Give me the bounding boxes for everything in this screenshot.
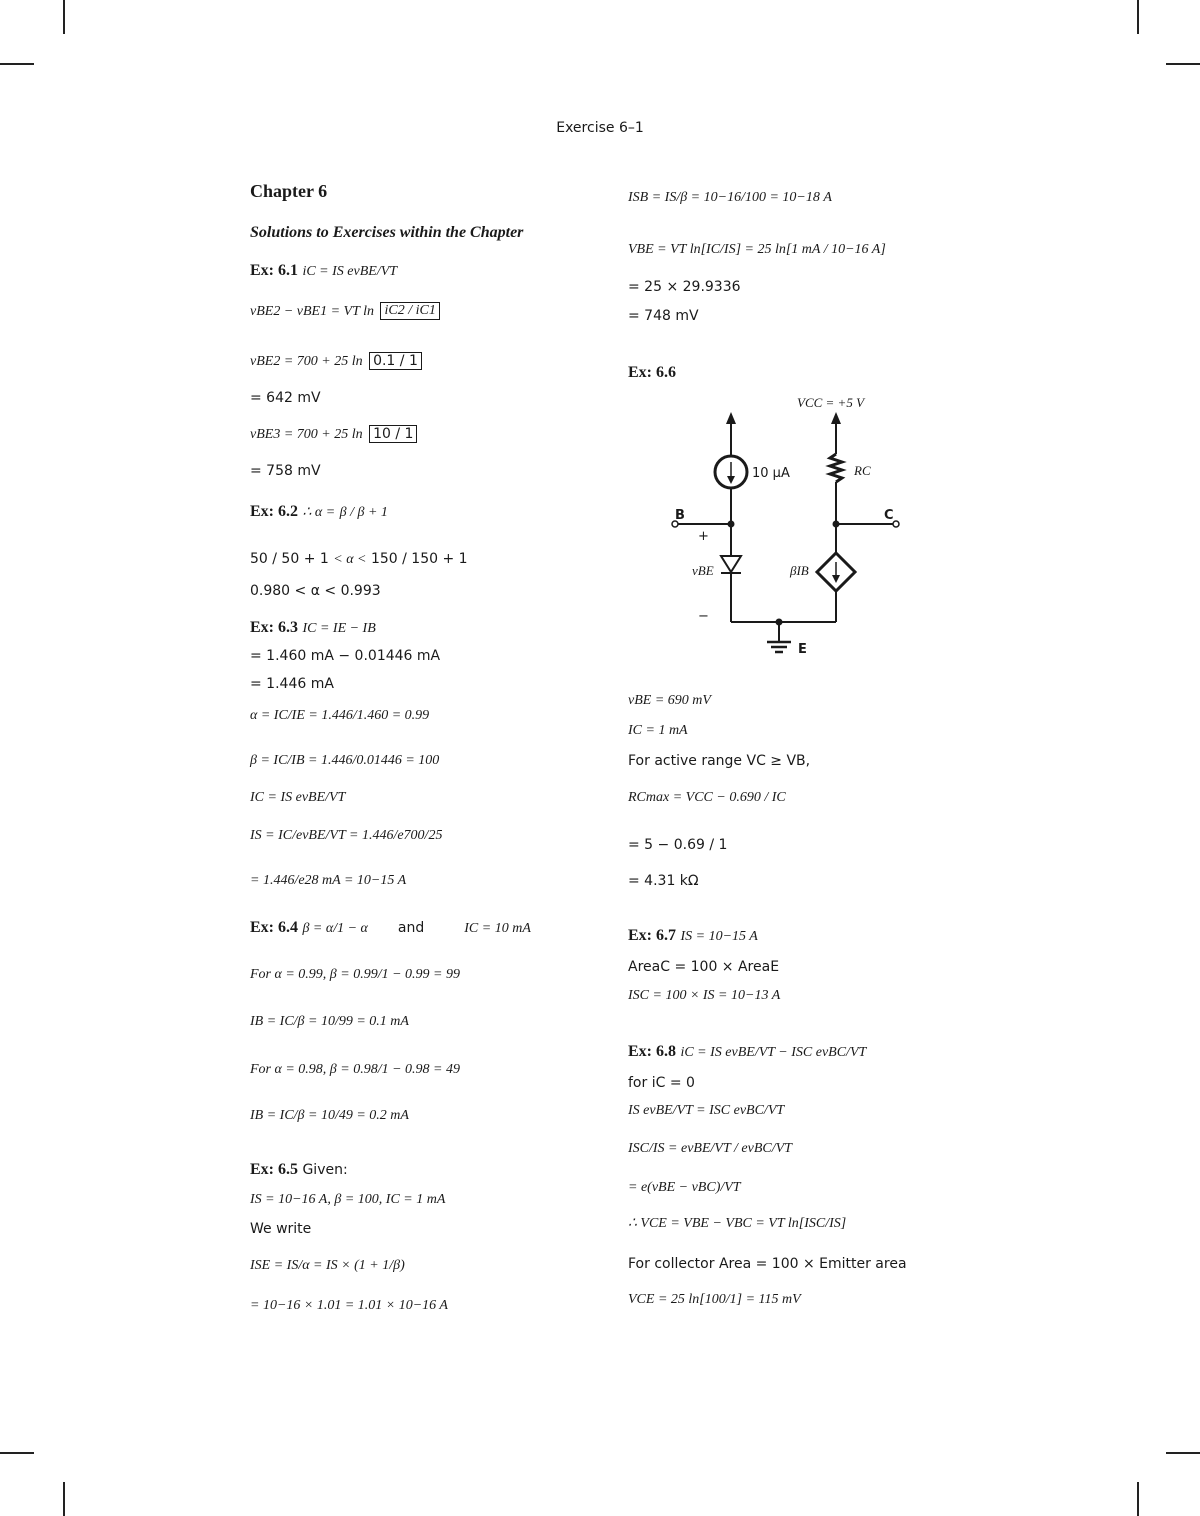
ex64-line: For α = 0.99, β = 0.99/1 − 0.99 = 99 (250, 967, 460, 982)
ex68-line: ISC/IS = evBE/VT / evBC/VT (628, 1141, 792, 1156)
ex65-cont-line: ISB = IS/β = 10−16/100 = 10−18 A (628, 190, 832, 205)
ex64-line: For α = 0.98, β = 0.98/1 − 0.98 = 49 (250, 1062, 460, 1077)
ex61-line: = 642 mV (250, 390, 321, 406)
ex65-cont-line: = 25 × 29.9336 (628, 279, 741, 295)
ex68-line: ∴ VCE = VBE − VBC = VT ln[ISC/IS] (628, 1216, 847, 1231)
crop-mark (1137, 1482, 1139, 1516)
e-label: E (798, 642, 807, 657)
b-label: B (675, 508, 685, 523)
ex63-line: = 1.460 mA − 0.01446 mA (250, 648, 441, 664)
ex61-line: = 758 mV (250, 463, 321, 479)
ex66-line: RCmax = VCC − 0.690 / IC (628, 790, 786, 805)
crop-mark (63, 1482, 65, 1516)
ex64-line: IB = IC/β = 10/49 = 0.2 mA (250, 1108, 409, 1123)
crop-mark (0, 63, 34, 65)
arrow-up-icon (831, 412, 841, 424)
c-label: C (884, 508, 894, 523)
ex68-line: = e(vBE − vBC)/VT (628, 1180, 741, 1195)
ex67-line: AreaC = 100 × AreaE (628, 959, 780, 975)
minus-label: − (698, 609, 709, 624)
ex62-heading: Ex: 6.2 ∴ α = β / β + 1 (250, 503, 388, 520)
ex68-line: For collector Area = 100 × Emitter area (628, 1256, 907, 1272)
ex62-line: 0.980 < α < 0.993 (250, 583, 381, 599)
crop-mark (1137, 0, 1139, 34)
ex64-heading: Ex: 6.4 β = α/1 − α and IC = 10 mA (250, 919, 531, 936)
ex63-line: α = IC/IE = 1.446/1.460 = 0.99 (250, 708, 430, 723)
ex63-line: IS = IC/evBE/VT = 1.446/e700/25 (250, 828, 443, 843)
terminal-c (893, 521, 899, 527)
ex61-heading: Ex: 6.1 iC = IS evBE/VT (250, 262, 398, 279)
ex66-line: = 4.31 kΩ (628, 873, 699, 889)
ex66-line: For active range VC ≥ VB, (628, 753, 811, 769)
ex68-line: IS evBE/VT = ISC evBC/VT (628, 1103, 785, 1118)
ex63-heading: Ex: 6.3 IC = IE − IB (250, 619, 376, 636)
ex68-heading: Ex: 6.8 iC = IS evBE/VT − ISC evBC/VT (628, 1043, 867, 1060)
ex65-heading: Ex: 6.5 Given: (250, 1161, 348, 1178)
crop-mark (1166, 1452, 1200, 1454)
current-source-label: 10 μA (752, 466, 790, 481)
vbe-label: vBE (692, 563, 714, 578)
vcc-label: VCC = +5 V (797, 395, 865, 410)
ex64-line: IB = IC/β = 10/99 = 0.1 mA (250, 1014, 409, 1029)
ex66-line: IC = 1 mA (628, 723, 688, 738)
ex65-cont-line: VBE = VT ln[IC/IS] = 25 ln[1 mA / 10−16 A] (628, 242, 886, 257)
ex61-line: vBE2 − vBE1 = VT ln iC2 / iC1 (250, 302, 442, 320)
ex65-cont-line: = 748 mV (628, 308, 699, 324)
diode-icon (721, 556, 741, 572)
chapter-title: Chapter 6 (250, 181, 328, 201)
crop-mark (63, 0, 65, 34)
ex65-line: = 10−16 × 1.01 = 1.01 × 10−16 A (250, 1298, 448, 1313)
ex68-line: VCE = 25 ln[100/1] = 115 mV (628, 1292, 801, 1307)
ex67-line: ISC = 100 × IS = 10−13 A (628, 988, 781, 1003)
rc-label: RC (854, 463, 871, 478)
ex65-line: We write (250, 1221, 312, 1237)
plus-label: + (698, 529, 709, 544)
ex63-line: IC = IS evBE/VT (250, 790, 346, 805)
crop-mark (0, 1452, 34, 1454)
ex63-line: = 1.446 mA (250, 676, 334, 692)
page-header: Exercise 6–1 (556, 120, 644, 136)
ex63-line: = 1.446/e28 mA = 10−15 A (250, 873, 407, 888)
ex65-line: IS = 10−16 A, β = 100, IC = 1 mA (250, 1192, 446, 1207)
ex66-heading: Ex: 6.6 (628, 364, 676, 381)
beta-ib-label: βIB (790, 563, 809, 578)
ex65-line: ISE = IS/α = IS × (1 + 1/β) (250, 1258, 405, 1273)
resistor-icon (830, 454, 842, 482)
section-subtitle: Solutions to Exercises within the Chapter (250, 224, 524, 241)
ex61-line: vBE3 = 700 + 25 ln 10 / 1 (250, 425, 419, 443)
arrow-up-icon (726, 412, 736, 424)
ex62-line: 50 / 50 + 1 < α < 150 / 150 + 1 (250, 551, 468, 567)
ex66-line: = 5 − 0.69 / 1 (628, 837, 728, 853)
crop-mark (1166, 63, 1200, 65)
ex63-line: β = IC/IB = 1.446/0.01446 = 100 (250, 753, 440, 768)
ex61-line: vBE2 = 700 + 25 ln 0.1 / 1 (250, 352, 424, 370)
ex68-line: for iC = 0 (628, 1075, 695, 1091)
ex66-line: vBE = 690 mV (628, 693, 711, 708)
ex67-heading: Ex: 6.7 IS = 10−15 A (628, 927, 758, 944)
